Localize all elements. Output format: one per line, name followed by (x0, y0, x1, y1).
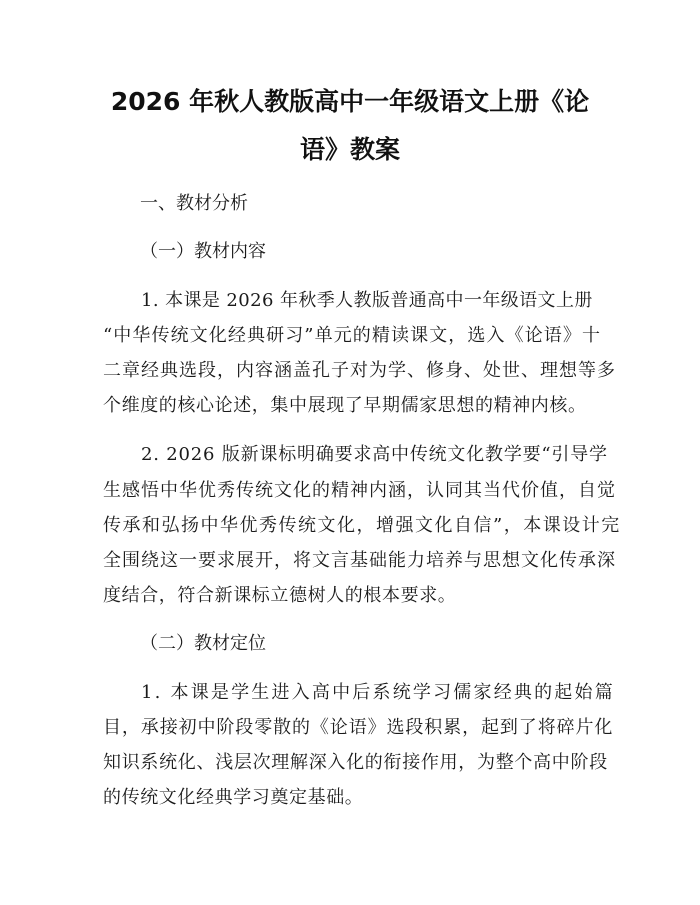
subsection-heading-textbook-positioning: （二）教材定位 (140, 633, 266, 654)
paragraph-1-line-2: “中华传统文化经典研习”单元的精读课文，选入《论语》十 (103, 325, 602, 346)
paragraph-1-line-4: 个维度的核心论述，集中展现了早期儒家思想的精神内核。 (103, 395, 587, 416)
section-heading-textbook-analysis: 一、教材分析 (140, 193, 248, 214)
paragraph-3-line-2: 目，承接初中阶段零散的《论语》选段积累，起到了将碎片化 (103, 717, 614, 738)
paragraph-3-line-4: 的传统文化经典学习奠定基础。 (103, 787, 364, 808)
paragraph-2-line-1: 2. 2026 版新课标明确要求高中传统文化教学要“引导学 (141, 444, 608, 465)
paragraph-2-line-3: 传承和弘扬中华优秀传统文化，增强文化自信”，本课设计完 (103, 515, 621, 536)
paragraph-2-line-5: 度结合，符合新课标立德树人的根本要求。 (103, 585, 457, 606)
paragraph-2-line-2: 生感悟中华优秀传统文化的精神内涵，认同其当代价值，自觉 (103, 480, 616, 501)
paragraph-3-line-1: 1. 本课是学生进入高中后系统学习儒家经典的起始篇 (141, 682, 615, 703)
paragraph-3-line-3: 知识系统化、浅层次理解深入化的衔接作用，为整个高中阶段 (103, 752, 608, 773)
paragraph-1-line-3: 二章经典选段，内容涵盖孔子对为学、修身、处世、理想等多 (103, 360, 616, 381)
paragraph-1-line-1: 1. 本课是 2026 年秋季人教版普通高中一年级语文上册 (141, 290, 593, 311)
document-title-line-2: 语》教案 (299, 135, 400, 164)
document-title-line-1: 2026 年秋人教版高中一年级语文上册《论 (110, 87, 590, 116)
subsection-heading-textbook-content: （一）教材内容 (140, 241, 266, 262)
paragraph-2-line-4: 全围绕这一要求展开，将文言基础能力培养与思想文化传承深 (103, 550, 616, 571)
